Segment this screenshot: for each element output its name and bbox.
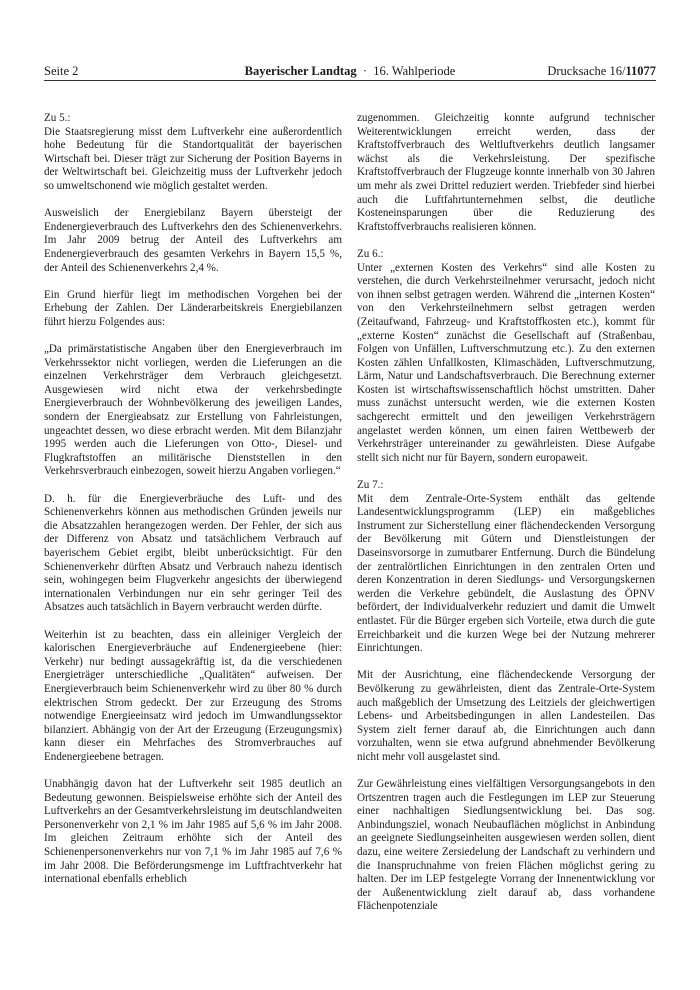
header-separator: · [362,64,367,78]
paragraph: Unabhängig davon hat der Luftverkehr seit 1985 deutlich an Bedeutung gewonnen. Beispielsweise erhöhte sich der Anteil des Luftverkehrs an der Gesamtverkehrsleistung im deutschlandweiten Personenverkehr von 2,1 % im Jahr 1985 auf 5,6 % im Jahr 2008. Im gleichen Zeitraum erhöhte sich der Anteil des Schienenpersonenverkehrs nur von 7,1 % im Jahr 1985 auf 7,6 % im Jahr 2008. Die Beförderungsmenge im Luftfrachtverkehr hat international ebenfalls erheblich [44,778,342,886]
section-heading: Zu 6.: [357,247,384,260]
paragraph: Mit dem Zentrale-Orte-System enthält das geltende Landesentwicklungsprogramm (LEP) ein maßgebliches Instrument zur Sicherstellung einer flächendeckenden Versorgung der Bevölkerung mit Gütern und Dienstleistungen der Daseinsvorsorge in zumutbarer Entfernung. Durch die Bündelung der zentralörtlichen Einrichtungen in den zentralen Orten und deren Konzentration in deren Siedlungs- und Versorgungskernen werden die Verkehre gebündelt, die Auslastung des ÖPNV befördert, der Individualverkehr reduziert und damit die Umwelt entlastet. Für die Bürger ergeben sich Vorteile, etwa durch die gute Erreichbarkeit und die kurzen Wege bei der Nutzung mehrerer Einrichtungen. [357,492,655,655]
paragraph: Zur Gewährleistung eines vielfältigen Versorgungsangebots in den Ortszentren tragen auch die Festlegungen im LEP zur Steuerung einer nachhaltigen Siedlungsentwicklung bei. Das sog. Anbindungsziel, wonach Neubauflächen möglichst in Anbindung an geeignete Siedlungseinheiten ausgewiesen werden sollen, dient dazu, eine weitere Zersiedelung der Landschaft zu verhindern und die Inanspruchnahme von freien Flächen möglichst gering zu halten. Der im LEP festgelegte Vorrang der Innenentwicklung vor der Außenentwicklung zielt darauf ab, dass vorhandene Flächenpotenziale [357,778,655,913]
page-header [44,62,656,80]
paragraph: Die Staatsregierung misst dem Luftverkehr eine außerordentlich hohe Bedeutung für die Standortqualität der bayerischen Wirtschaft bei. Dieser trägt zur Sicherung der Position Bayerns in der Weltwirtschaft bei. Gleichzeitig muss der Luftverkehr jedoch so umweltschonend wie möglich gestaltet werden. [44,125,342,192]
section-heading: Zu 7.: [357,479,384,492]
paragraph: Ein Grund hierfür liegt im methodischen Vorgehen bei der Erhebung der Zahlen. Der Länderarbeitskreis Energiebilanzen führt hierzu Folgendes aus: [44,288,342,328]
section-heading: Zu 5.: [44,112,71,124]
paragraph: Mit der Ausrichtung, eine flächendeckende Versorgung der Bevölkerung zu gewährleisten, dient das Zentrale-Orte-System auch maßgeblich der Umsetzung des Leitziels der gleichwertigen Lebens- und Arbeitsbedingungen in allen Landesteilen. Das System zielt ferner darauf ab, die Einrichtungen auch dann vorzuhalten, wenn sie etwa aufgrund abnehmender Bevölkerung nicht mehr voll ausgelastet sind. [357,669,655,763]
paragraph: zugenommen. Gleichzeitig konnte aufgrund technischer Weiterentwicklungen erreicht werden, dass der Kraftstoffverbrauch des Weltluftverkehrs deutlich langsamer wächst als die Verkehrsleistung. Der spezifische Kraftstoffverbrauch der Flugzeuge konnte innerhalb von 30 Jahren um mehr als zwei Drittel reduziert werden. Triebfeder sind hierbei auch die Luftfahrtunternehmen selbst, die deutliche Kosteneinsparungen über die Reduzierung des Kraftstoffverbrauchs realisieren können. [357,112,655,233]
paragraph: Unter „externen Kosten des Verkehrs“ sind alle Kosten zu verstehen, die durch Verkehrsteilnehmer verursacht, jedoch nicht von ihnen selbst getragen werden. Während die „internen Kosten“ von den Verkehrsteilnehmern selbst getragen werden (Zeitaufwand, Fahrzeug- und Kraftstoffkosten etc.), kommt für „externe Kosten“ zunächst die Gesellschaft auf (Straßenbau, Folgen von Unfällen, Luftverschmutzung etc.). Zu den externen Kosten zählen Unfallkosten, Klimaschäden, Luftverschmutzung, Lärm, Natur und Landschaftsverbrauch. Die Berechnung externer Kosten ist wirtschaftswissenschaftlich höchst umstritten. Daher muss zunächst untersucht werden, wie die externen Kosten sachgerecht ermittelt und den jeweiligen Verkehrsträgern angelastet werden können, um einen fairen Wettbewerb der Verkehrsträger untereinander zu gewährleisten. Diese Aufgabe stellt sich nicht nur für Bayern, sondern europaweit. [357,261,655,464]
header-rule [44,80,656,81]
document-reference [547,62,656,80]
legislative-period: 16. Wahlperiode [373,64,456,78]
page-number: Seite 2 [44,64,79,78]
quotation-paragraph: „Da primärstatistische Angaben über den Energieverbrauch im Verkehrssektor nicht vorliegen, werden die Lieferungen an die einzelnen Verkehrsträger dem Verbrauch gleichgesetzt. Ausgewiesen wird nicht etwa der verkehrsbedingte Energieverbrauch der Wohnbevölkerung des jeweiligen Landes, sondern der Energieabsatz zur Erstellung von Fahrleistungen, ungeachtet dessen, wo diese erbracht werden. Mit dem Bilanzjahr 1995 werden auch die Lieferungen von Otto-, Diesel- und Flugkraftstoffen an militärische Dienststellen in den Verkehrsverbrauch einbezogen, soweit hierzu Angaben vorliegen.“ [44,343,342,478]
paragraph: Weiterhin ist zu beachten, dass ein alleiniger Vergleich der kalorischen Energieverbräuche auf Endenergieebene (hier: Verkehr) nur bedingt aussagekräftig ist, da die verschiedenen Energieträger unterschiedliche „Qualitäten“ aufweisen. Der Energieverbrauch beim Schienenverkehr wird zu über 80 % durch elektrischen Strom gedeckt. Der zur Erzeugung des Stroms notwendige Energieeinsatz wird jedoch im Umwandlungssektor bilanziert. Abhängig von der Art der Erzeugung (Erzeugungsmix) kann dieser ein Mehrfaches des Stromverbrauches auf Endenergieebene betragen. [44,628,342,763]
parliament-name: Bayerischer Landtag [244,64,357,78]
left-column [44,112,342,900]
paragraph: Ausweislich der Energiebilanz Bayern übersteigt der Endenergieverbrauch des Luftverkehrs den des Schienenverkehrs. Im Jahr 2009 betrug der Anteil des Luftverkehrs am Endenergieverbrauch des gesamten Verkehrs in Bayern 15,5 %, der Anteil des Schienenverkehrs 2,4 %. [44,207,342,274]
document-number: 11077 [625,64,656,78]
paragraph: D. h. für die Energieverbräuche des Luft- und des Schienenverkehrs können aus methodischen Gründen jeweils nur die Absatzzahlen herangezogen werden. Der Fehler, der sich aus der Differenz von Absatz und tatsächlichem Verbrauch auf bayerischem Gebiet ergibt, bleibt unberücksichtigt. Für den Schienenverkehr dürften Absatz und Verbrauch nahezu identisch sein, wohingegen beim Flugverkehr angesichts der überwiegend internationalen Verbindungen nur ein sehr geringer Teil des Absatzes auch tatsächlich in Bayern verbraucht werden dürfte. [44,492,342,614]
right-column [357,112,655,928]
document-prefix: Drucksache 16/ [547,64,626,78]
